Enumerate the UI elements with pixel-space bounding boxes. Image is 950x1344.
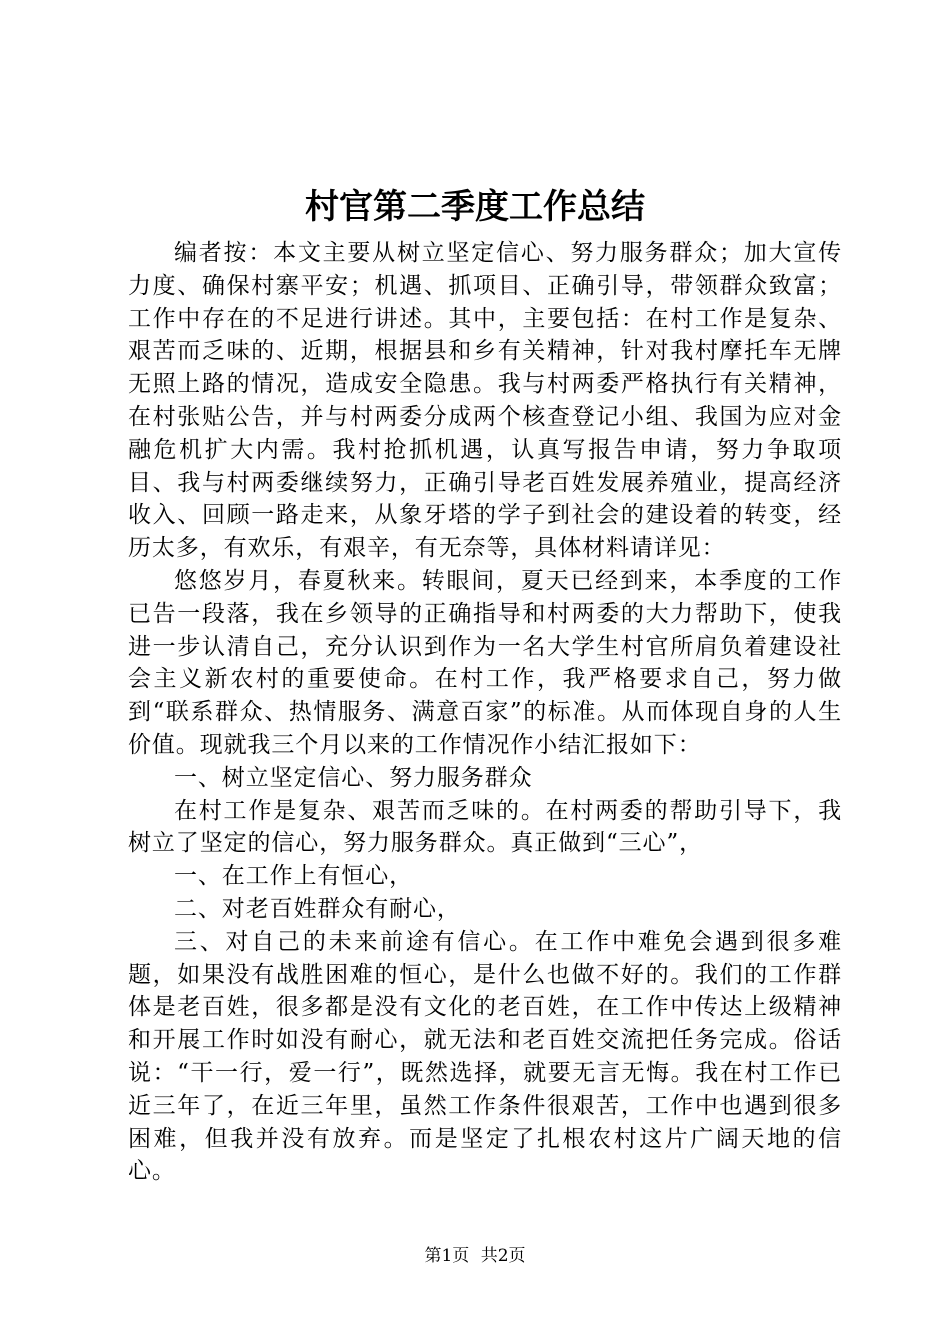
current-page-number: 第1页 — [424, 1246, 470, 1266]
document-title: 村官第二季度工作总结 — [305, 187, 645, 227]
total-page-count: 共2页 — [480, 1246, 526, 1266]
list-item-1: 一、在工作上有恒心， — [174, 863, 413, 890]
body-paragraph: 在村工作是复杂、艰苦而乏味的。在村两委的帮助引导下，我树立了坚定的信心，努力服务群众。真正做到“三心”， — [128, 797, 842, 857]
page-footer — [0, 1244, 950, 1268]
editor-note-paragraph: 编者按：本文主要从树立坚定信心、努力服务群众；加大宣传力度、确保村寨平安；机遇、抓项目、正确引导，带领群众致富；工作中存在的不足进行讲述。其中，主要包括：在村工作是复杂、艰苦而乏味的、近期，根据县和乡有关精神，针对我村摩托车无牌无照上路的情况，造成安全隐患。我与村两委严格执行有关精神，在村张贴公告，并与村两委分成两个核查登记小组、我国为应对金融危机扩大内需。我村抢抓机遇，认真写报告申请，努力争取项目、我与村两委继续努力，正确引导老百姓发展养殖业，提高经济收入、回顾一路走来，从象牙塔的学子到社会的建设着的转变，经历太多，有欢乐，有艰辛，有无奈等，具体材料请详见： — [128, 240, 842, 562]
list-item-2: 二、对老百姓群众有耐心， — [174, 895, 461, 922]
document-body — [128, 237, 842, 1188]
section-heading-1: 一、树立坚定信心、努力服务群众 — [174, 764, 533, 791]
list-item-3: 三、对自己的未来前途有信心。在工作中难免会遇到很多难题，如果没有战胜困难的恒心，是什么也做不好的。我们的工作群体是老百姓，很多都是没有文化的老百姓，在工作中传达上级精神和开展工作时如没有耐心，就无法和老百姓交流把任务完成。俗话说：“干一行，爱一行”，既然选择，就要无言无悔。我在村工作已近三年了，在近三年里，虽然工作条件很艰苦，工作中也遇到很多困难，但我并没有放弃。而是坚定了扎根农村这片广阔天地的信心。 — [128, 928, 842, 1185]
intro-paragraph: 悠悠岁月，春夏秋来。转眼间，夏天已经到来，本季度的工作已告一段落，我在乡领导的正确指导和村两委的大力帮助下，使我进一步认清自己，充分认识到作为一名大学生村官所肩负着建设社会主义新农村的重要使命。在村工作，我严格要求自己，努力做到“联系群众、热情服务、满意百家”的标准。从而体现自身的人生价值。现就我三个月以来的工作情况作小结汇报如下： — [128, 567, 842, 758]
